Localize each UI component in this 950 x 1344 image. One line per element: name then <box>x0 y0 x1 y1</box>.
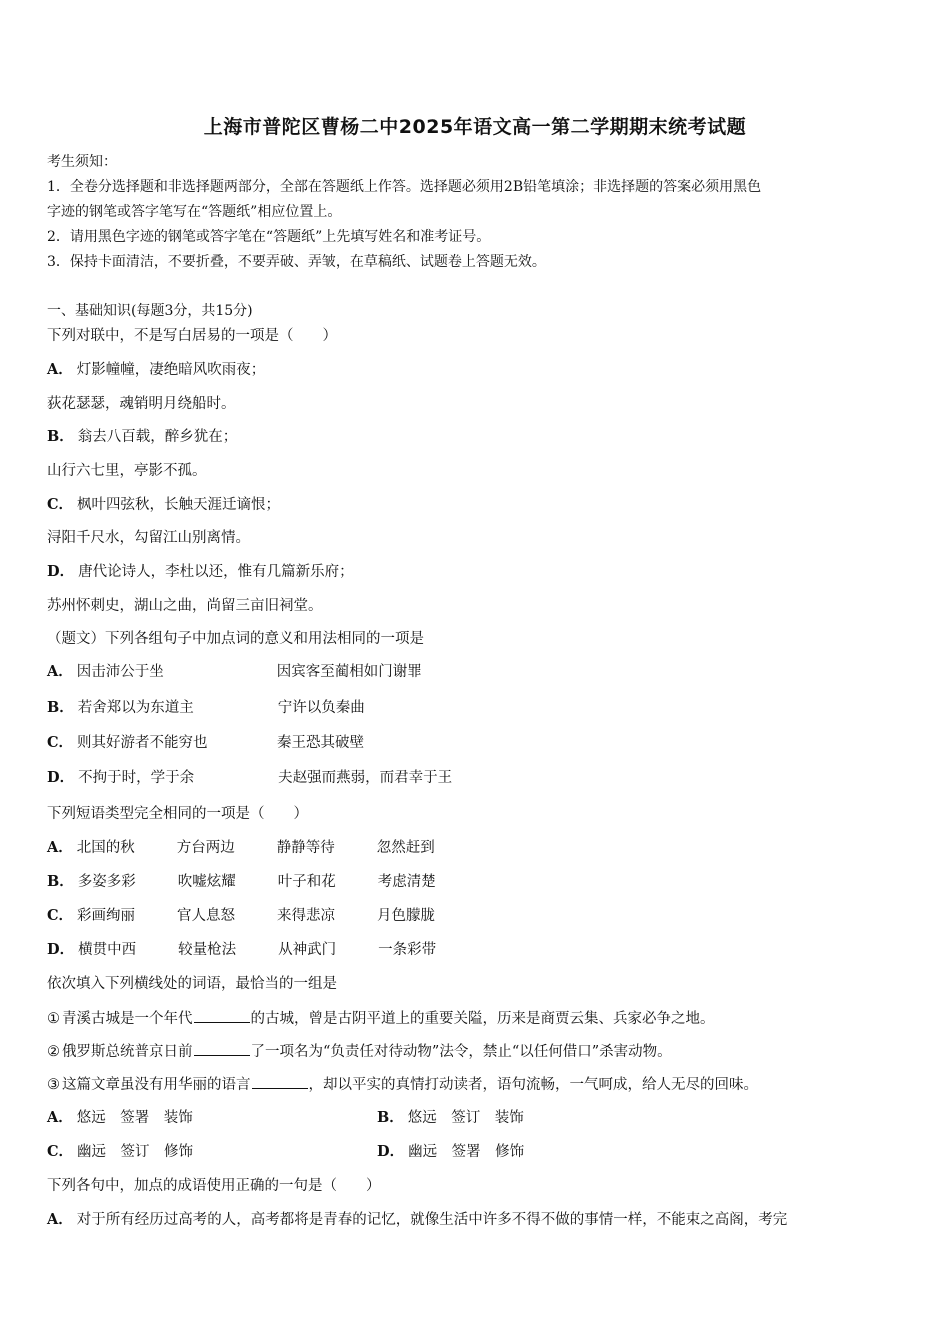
option-text: 枫叶四弦秋，长触天涯迁谪恨； <box>77 497 281 513</box>
q4-option-d <box>377 1142 524 1162</box>
sentence-before: 这篇文章虽没有用华丽的语言 <box>62 1077 251 1093</box>
option-label: D． <box>47 941 75 958</box>
phrase: 叶子和花 <box>277 874 336 890</box>
phrase: 彩画绚丽 <box>77 908 136 924</box>
option-label: B． <box>47 428 74 445</box>
phrase: 北国的秋 <box>76 840 135 856</box>
q4-option-b <box>377 1108 524 1128</box>
option-label: A． <box>47 1109 73 1126</box>
q4-options-row-2 <box>47 1142 910 1162</box>
phrase: 忽然赶到 <box>376 840 435 856</box>
q2-option-d <box>47 768 910 788</box>
q4-stem: 依次填入下列横线处的词语，最恰当的一组是 <box>47 976 337 992</box>
phrase: 较量枪法 <box>178 942 237 958</box>
option-label: A． <box>47 1211 73 1228</box>
phrase: 官人息怒 <box>177 908 236 924</box>
exam-title: 上海市普陀区曹杨二中2025年语文高一第二学期期末统考试题 <box>203 116 747 138</box>
notice-heading: 考生须知： <box>47 154 117 170</box>
q1-option-b <box>47 427 910 447</box>
option-text: 灯影幢幢，凄绝暗风吹雨夜； <box>76 362 266 378</box>
option-label: B． <box>47 699 74 716</box>
option-label: C． <box>47 496 74 513</box>
q3-option-c <box>47 906 910 926</box>
option-label: B． <box>377 1109 404 1126</box>
option-label: A． <box>47 361 73 378</box>
notice-item-1: 1．全卷分选择题和非选择题两部分，全部在答题纸上作答。选择题必须用2B铅笔填涂；非选择题的答案必须用黑色 <box>47 179 762 195</box>
option-label: D． <box>377 1143 405 1160</box>
q1-option-a-line2: 荻花瑟瑟，魂销明月绕船时。 <box>47 396 236 412</box>
fill-blank <box>252 1074 308 1089</box>
q2-option-a <box>47 662 910 682</box>
q2-option-b <box>47 698 910 718</box>
option-text: 唐代论诗人，李杜以还，惟有几篇新乐府； <box>78 564 354 580</box>
option-sentence-1: 则其好游者不能穷也 <box>77 735 208 751</box>
q1-option-b-line2: 山行六七里，亭影不孤。 <box>47 463 207 479</box>
option-text: 悠远 签署 装饰 <box>76 1110 193 1126</box>
q5-stem: 下列各句中，加点的成语使用正确的一句是（ ） <box>47 1178 381 1194</box>
option-text: 翁去八百载，醉乡犹在； <box>77 429 238 445</box>
q4-sentence-1 <box>47 1008 910 1029</box>
q4-sentence-2 <box>47 1041 910 1062</box>
q5-option-a <box>47 1210 910 1230</box>
option-sentence-2: 宁许以负秦曲 <box>277 700 365 716</box>
q1-option-c <box>47 495 910 515</box>
option-label: A． <box>47 663 73 680</box>
notice-item-1-cont: 字迹的钢笔或答字笔写在“答题纸”相应位置上。 <box>47 204 342 220</box>
q3-stem: 下列短语类型完全相同的一项是（ ） <box>47 806 308 822</box>
q4-option-a <box>47 1108 377 1128</box>
option-label: B． <box>47 873 74 890</box>
phrase: 方台两边 <box>176 840 235 856</box>
q3-option-a <box>47 838 910 858</box>
q1-option-c-line2: 浔阳千尺水，勾留江山别离情。 <box>47 530 250 546</box>
option-label: A． <box>47 839 73 856</box>
q2-option-c <box>47 733 910 753</box>
phrase: 考虑清楚 <box>377 874 436 890</box>
sentence-number: ② <box>47 1044 60 1060</box>
fill-blank <box>194 1008 250 1023</box>
phrase: 来得悲凉 <box>277 908 336 924</box>
phrase: 静静等待 <box>276 840 335 856</box>
option-label: D． <box>47 563 75 580</box>
phrase: 吹嘘炫耀 <box>177 874 236 890</box>
q3-option-b <box>47 872 910 892</box>
sentence-number: ③ <box>47 1077 60 1093</box>
q4-options-row-1 <box>47 1108 910 1128</box>
phrase: 多姿多彩 <box>77 874 136 890</box>
option-text: 对于所有经历过高考的人，高考都将是青春的记忆，就像生活中许多不得不做的事情一样，不能束之高阁，考完 <box>76 1212 788 1228</box>
option-label: C． <box>47 734 74 751</box>
q1-option-d-line2: 苏州怀刺史，湖山之曲，尚留三亩旧祠堂。 <box>47 598 323 614</box>
phrase: 横贯中西 <box>78 942 137 958</box>
sentence-after: 的古城，曾是古阴平道上的重要关隘，历来是商贾云集、兵家必争之地。 <box>250 1011 715 1027</box>
q4-sentence-3 <box>47 1074 910 1095</box>
option-sentence-2: 因宾客至蔺相如门谢罪 <box>276 664 422 680</box>
sentence-after: 了一项名为“负责任对待动物”法令，禁止“以任何借口”杀害动物。 <box>250 1044 672 1060</box>
option-label: C． <box>47 907 74 924</box>
q4-option-c <box>47 1142 377 1162</box>
notice-item-3: 3．保持卡面清洁，不要折叠，不要弄破、弄皱，在草稿纸、试题卷上答题无效。 <box>47 254 546 270</box>
q1-stem: 下列对联中，不是写白居易的一项是（ ） <box>47 328 337 344</box>
option-sentence-1: 不拘于时，学于余 <box>78 770 195 786</box>
phrase: 月色朦胧 <box>377 908 436 924</box>
option-label: C． <box>47 1143 74 1160</box>
section-heading: 一、基础知识(每题3分，共15分) <box>47 303 253 319</box>
sentence-number: ① <box>47 1011 60 1027</box>
q3-option-d <box>47 940 910 960</box>
option-sentence-1: 因击沛公于坐 <box>76 664 164 680</box>
option-sentence-2: 夫赵强而燕弱，而君幸于王 <box>278 770 453 786</box>
q1-option-a <box>47 360 910 380</box>
sentence-before: 俄罗斯总统普京日前 <box>62 1044 193 1060</box>
phrase: 从神武门 <box>278 942 337 958</box>
option-sentence-1: 若舍郑以为东道主 <box>77 700 194 716</box>
sentence-after: ，却以平实的真情打动读者，语句流畅，一气呵成，给人无尽的回味。 <box>308 1077 758 1093</box>
sentence-before: 青溪古城是一个年代 <box>62 1011 193 1027</box>
fill-blank <box>194 1041 250 1056</box>
q1-option-d <box>47 562 910 582</box>
option-label: D． <box>47 769 75 786</box>
option-text: 幽远 签署 修饰 <box>408 1144 525 1160</box>
option-sentence-2: 秦王恐其破壁 <box>277 735 365 751</box>
option-text: 幽远 签订 修饰 <box>77 1144 194 1160</box>
q2-stem: （题文）下列各组句子中加点词的意义和用法相同的一项是 <box>47 631 424 647</box>
notice-item-2: 2．请用黑色字迹的钢笔或答字笔在“答题纸”上先填写姓名和准考证号。 <box>47 229 491 245</box>
phrase: 一条彩带 <box>378 942 437 958</box>
option-text: 悠远 签订 装饰 <box>407 1110 524 1126</box>
